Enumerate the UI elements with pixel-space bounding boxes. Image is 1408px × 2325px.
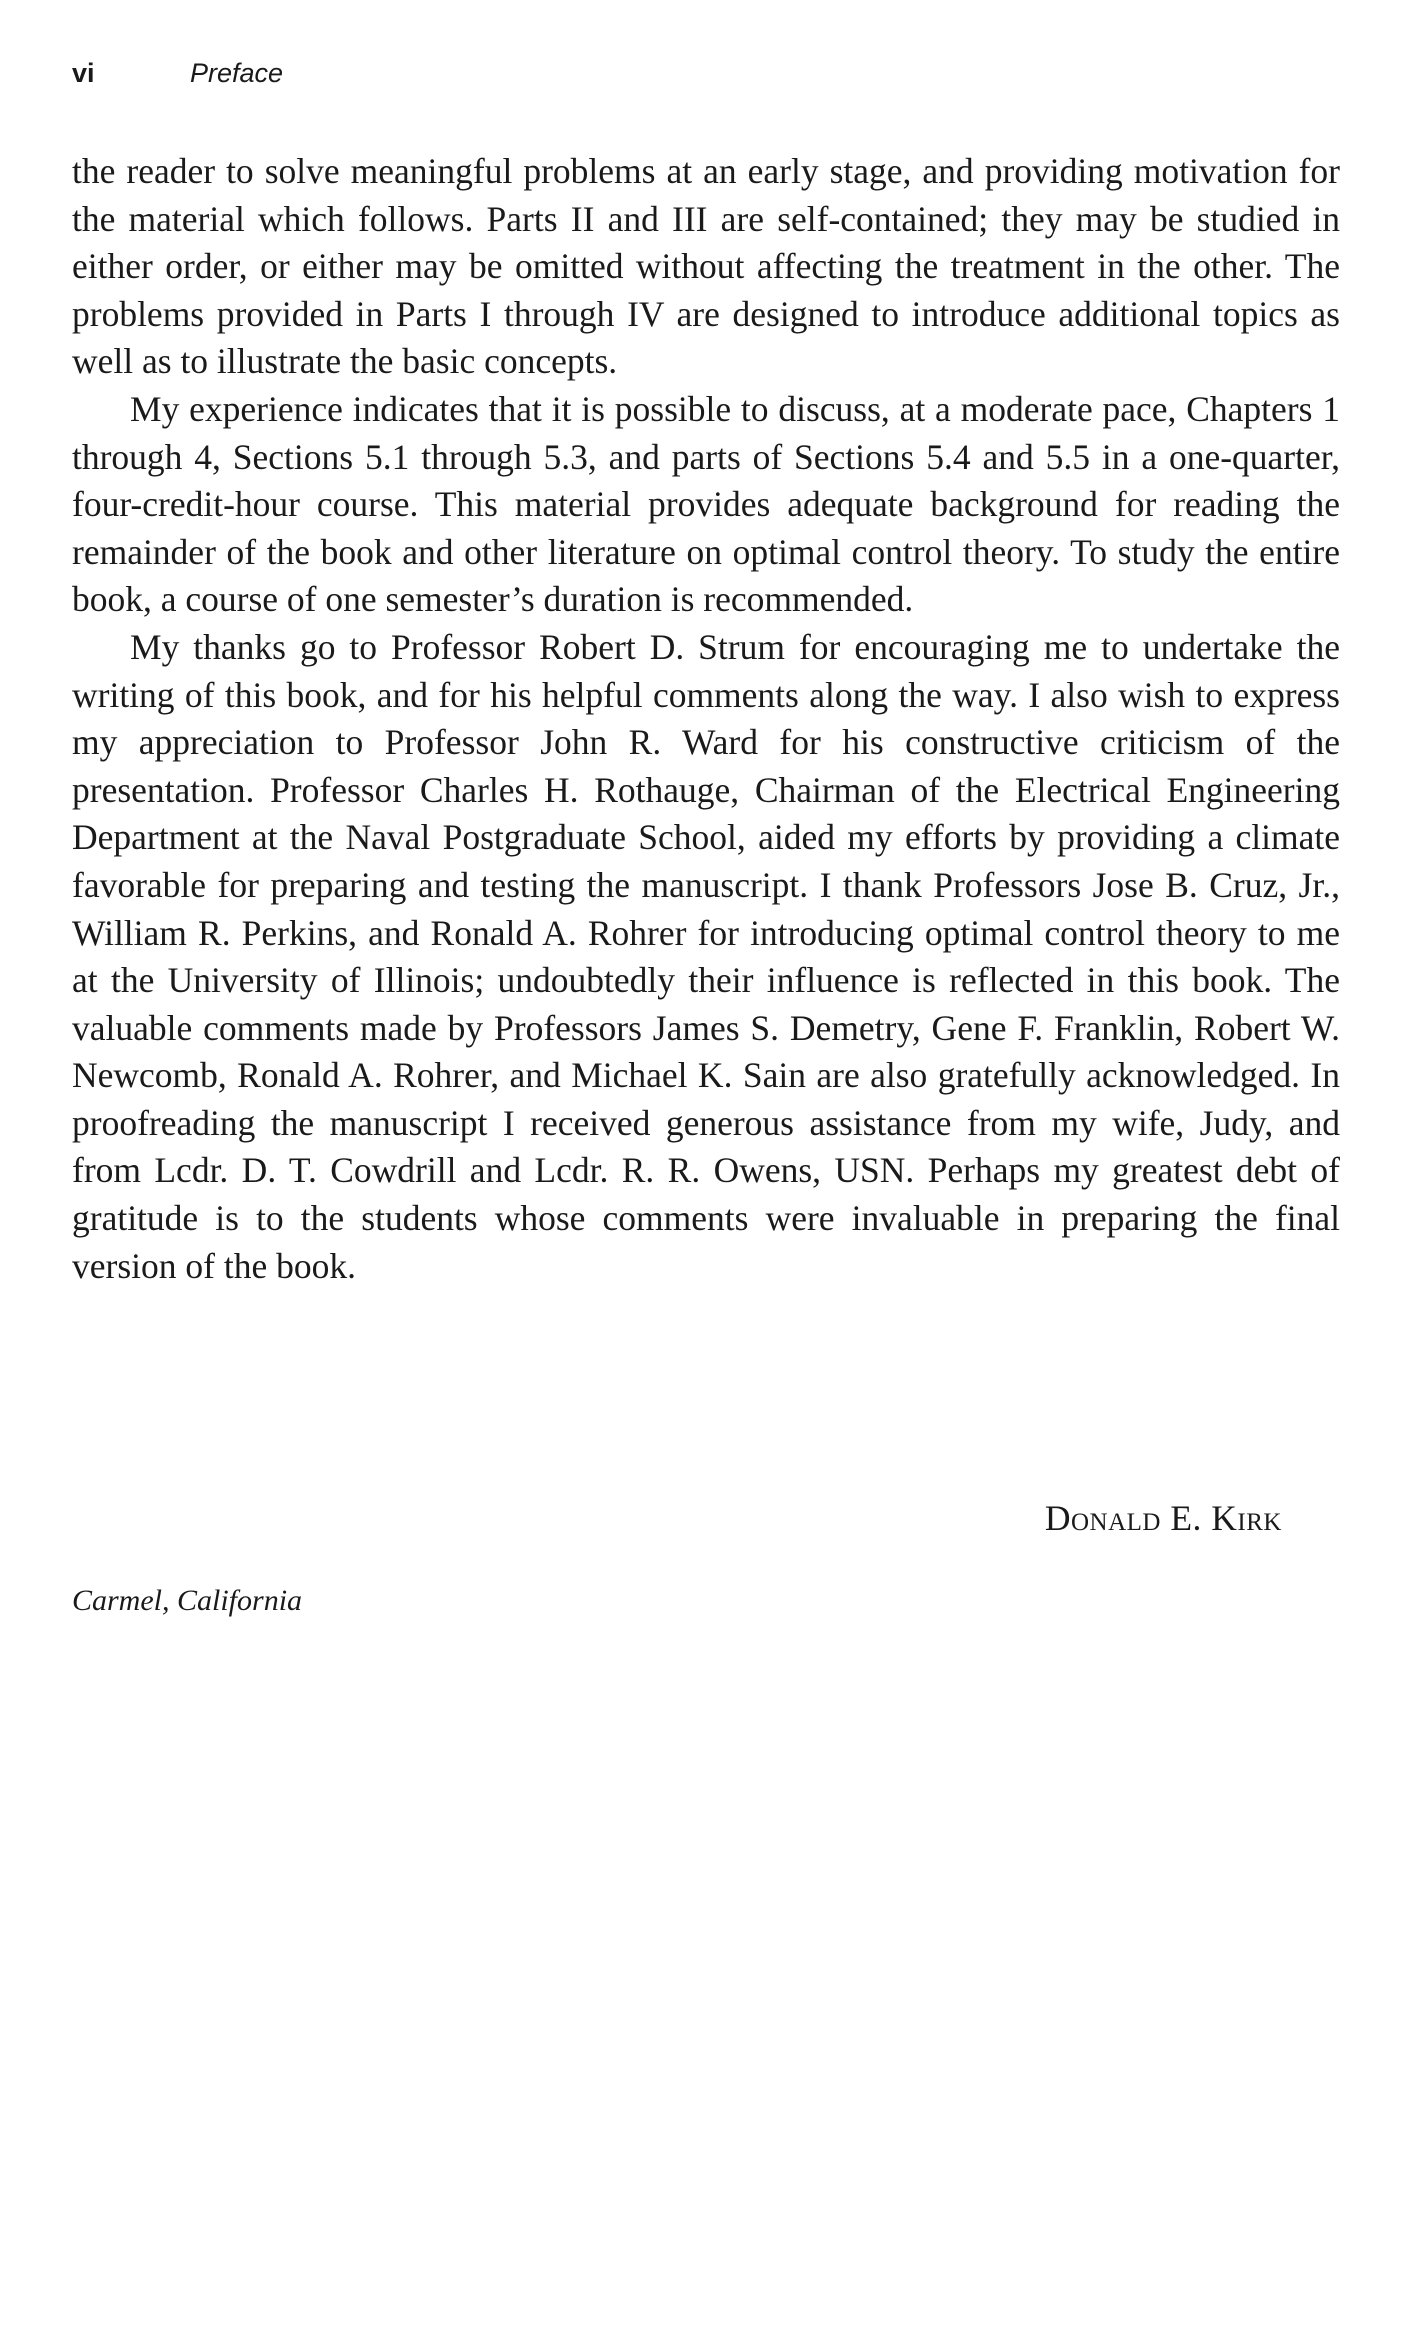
author-signature: Donald E. Kirk	[1044, 1498, 1282, 1538]
paragraph-continued: the reader to solve meaningful problems at an early stage, and providing motivation for the material which follows. Parts II and III are self-contained; they may be studied in either order, or either may be omitted without affecting the treatment in the other. The problems provided in Parts I through IV are designed to introduce additional topics as well as to illustrate the basic concepts.	[72, 151, 1340, 382]
paragraph-course-plan: My experience indicates that it is possible to discuss, at a moderate pace, Chapters 1 through 4, Sections 5.1 through 5.3, and parts of Sections 5.4 and 5.5 in a one-quarter, four-credit-hour course. This material provides adequate background for reading the remainder of the book and other literature on optimal control theory. To study the entire book, a course of one semester’s duration is recommended.	[72, 388, 1340, 620]
page-number: vi	[72, 58, 95, 88]
running-head	[72, 58, 283, 98]
place-line: Carmel, California	[72, 1584, 303, 1617]
preface-body	[72, 148, 1340, 1290]
paragraph-acknowledgments: My thanks go to Professor Robert D. Strum for encouraging me to undertake the writing of this book, and for his helpful comments along the way. I also wish to express my appreciation to Professor John R. Ward for his constructive criticism of the presentation. Professor Charles H. Rothauge, Chairman of the Electrical Engineering Department at the Naval Postgraduate School, aided my efforts by providing a climate favorable for preparing and testing the manuscript. I thank Professors Jose B. Cruz, Jr., William R. Perkins, and Ronald A. Rohrer for introducing optimal control theory to me at the University of Illinois; undoubtedly their influence is reflected in this book. The valuable comments made by Professors James S. Demetry, Gene F. Franklin, Robert W. Newcomb, Ronald A. Rohrer, and Michael K. Sain are also gratefully acknowledged. In proofreading the manuscript I received generous assistance from my wife, Judy, and from Lcdr. D. T. Cowdrill and Lcdr. R. R. Owens, USN. Perhaps my greatest debt of gratitude is to the students whose comments were invaluable in preparing the final version of the book.	[72, 626, 1340, 1286]
section-title: Preface	[190, 58, 284, 88]
